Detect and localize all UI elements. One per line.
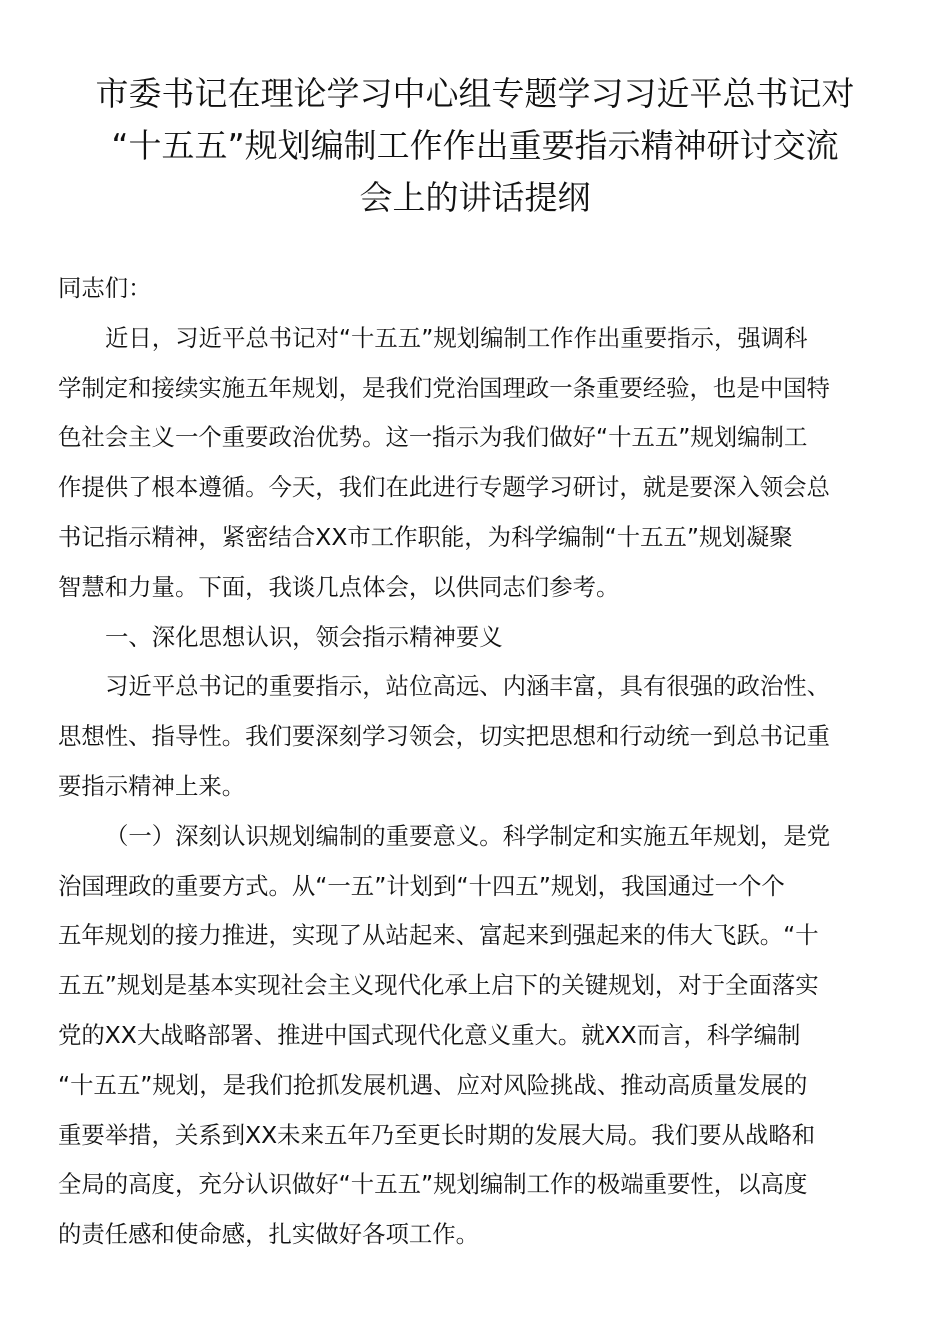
sub-1-line-8: 全局的高度，充分认识做好“十五五”规划编制工作的极端重要性，以高度 bbox=[58, 1170, 808, 1199]
section-1-line-1: 习近平总书记的重要指示，站位高远、内涵丰富，具有很强的政治性、 bbox=[105, 672, 831, 701]
intro-paragraph bbox=[58, 314, 878, 613]
title-line-3: 会上的讲话提纲 bbox=[359, 178, 591, 217]
sub-1-line-3: 五年规划的接力推进，实现了从站起来、富起来到强起来的伟大飞跃。“十 bbox=[58, 921, 819, 950]
sub-1-line-1: （一）深刻认识规划编制的重要意义。科学制定和实施五年规划，是党 bbox=[105, 821, 831, 850]
intro-line-3: 色社会主义一个重要政治优势。这一指示为我们做好“十五五”规划编制工 bbox=[58, 423, 808, 452]
intro-line-5: 书记指示精神，紧密结合XX市工作职能，为科学编制“十五五”规划凝聚 bbox=[58, 522, 793, 551]
salutation: 同志们： bbox=[58, 274, 152, 302]
sub-1-line-7: 重要举措，关系到XX未来五年乃至更长时期的发展大局。我们要从战略和 bbox=[58, 1120, 816, 1149]
sub-1-line-6: “十五五”规划，是我们抢抓发展机遇、应对风险挑战、推动高质量发展的 bbox=[58, 1070, 808, 1099]
section-1-line-2: 思想性、指导性。我们要深刻学习领会，切实把思想和行动统一到总书记重 bbox=[58, 722, 830, 751]
document-body bbox=[58, 264, 878, 1260]
subsection-1-paragraph bbox=[58, 812, 878, 1260]
section-1-intro-paragraph bbox=[58, 662, 878, 811]
title-line-1: 市委书记在理论学习中心组专题学习习近平总书记对 bbox=[95, 74, 855, 113]
intro-line-6: 智慧和力量。下面，我谈几点体会，以供同志们参考。 bbox=[58, 572, 620, 601]
section-1-line-3: 要指示精神上来。 bbox=[58, 771, 246, 800]
intro-line-2: 学制定和接续实施五年规划，是我们党治国理政一条重要经验，也是中国特 bbox=[58, 373, 830, 402]
section-heading-1: 一、深化思想认识，领会指示精神要义 bbox=[105, 622, 503, 651]
sub-1-line-2: 治国理政的重要方式。从“一五”计划到“十四五”规划，我国通过一个个 bbox=[58, 871, 785, 900]
title-line-2: “十五五”规划编制工作作出重要指示精神研讨交流 bbox=[111, 126, 839, 165]
sub-1-line-9: 的责任感和使命感，扎实做好各项工作。 bbox=[58, 1220, 480, 1249]
document-title bbox=[58, 68, 892, 224]
intro-line-1: 近日，习近平总书记对“十五五”规划编制工作作出重要指示，强调科 bbox=[105, 323, 808, 352]
sub-1-line-5: 党的XX大战略部署、推进中国式现代化意义重大。就XX而言，科学编制 bbox=[58, 1020, 801, 1049]
intro-line-4: 作提供了根本遵循。今天，我们在此进行专题学习研讨，就是要深入领会总 bbox=[58, 473, 830, 502]
sub-1-line-4: 五五”规划是基本实现社会主义现代化承上启下的关键规划，对于全面落实 bbox=[58, 971, 819, 1000]
